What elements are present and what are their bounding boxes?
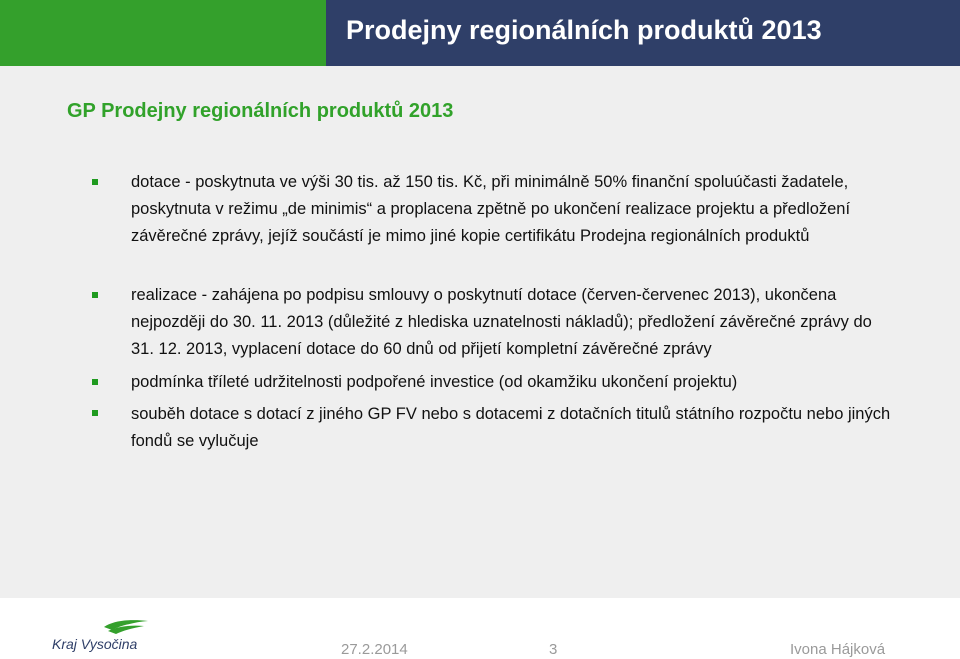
bullet-item: dotace - poskytnuta ve výši 30 tis. až 150 tis. Kč, při minimálně 50% finanční spoluúčasti žadatele, poskytnuta v režimu „de minimis“ a proplacena zpětně po ukončení realizace projektu a předložení závěrečné zprávy, jejíž součástí je mimo jiné kopie certifikátu Prodejna regionálních produktů	[131, 173, 851, 245]
bullet-item: podmínka tříleté udržitelnosti podpořené investice (od okamžiku ukončení projektu)	[131, 373, 738, 391]
bullet-square-icon	[92, 179, 98, 185]
footer-author: Ivona Hájková	[790, 641, 886, 658]
header-accent-green	[0, 0, 326, 66]
section-subtitle: GP Prodejny regionálních produktů 2013	[67, 100, 454, 122]
bullet-square-icon	[92, 379, 98, 385]
bullet-square-icon	[92, 410, 98, 416]
bullet-item: souběh dotace s dotací z jiného GP FV nebo s dotacemi z dotačních titulů státního rozpočtu nebo jiných fondů se vylučuje	[131, 405, 891, 450]
kraj-vysocina-logo	[52, 618, 162, 656]
footer-page-number: 3	[549, 641, 558, 658]
bullet-square-icon	[92, 292, 98, 298]
page-title: Prodejny regionálních produktů 2013	[346, 15, 822, 45]
footer-date: 27.2.2014	[341, 641, 408, 658]
svg-text:Kraj Vysočina: Kraj Vysočina	[52, 636, 138, 652]
bullet-item: realizace - zahájena po podpisu smlouvy o poskytnutí dotace (červen-červenec 2013), ukončena nejpozději do 30. 11. 2013 (důležité z hlediska uznatelnosti nákladů); předložení závěrečné zprávy do 31. 12. 2013, vyplacení dotace do 60 dnů od přijetí kompletní závěrečné zprávy	[131, 286, 872, 358]
